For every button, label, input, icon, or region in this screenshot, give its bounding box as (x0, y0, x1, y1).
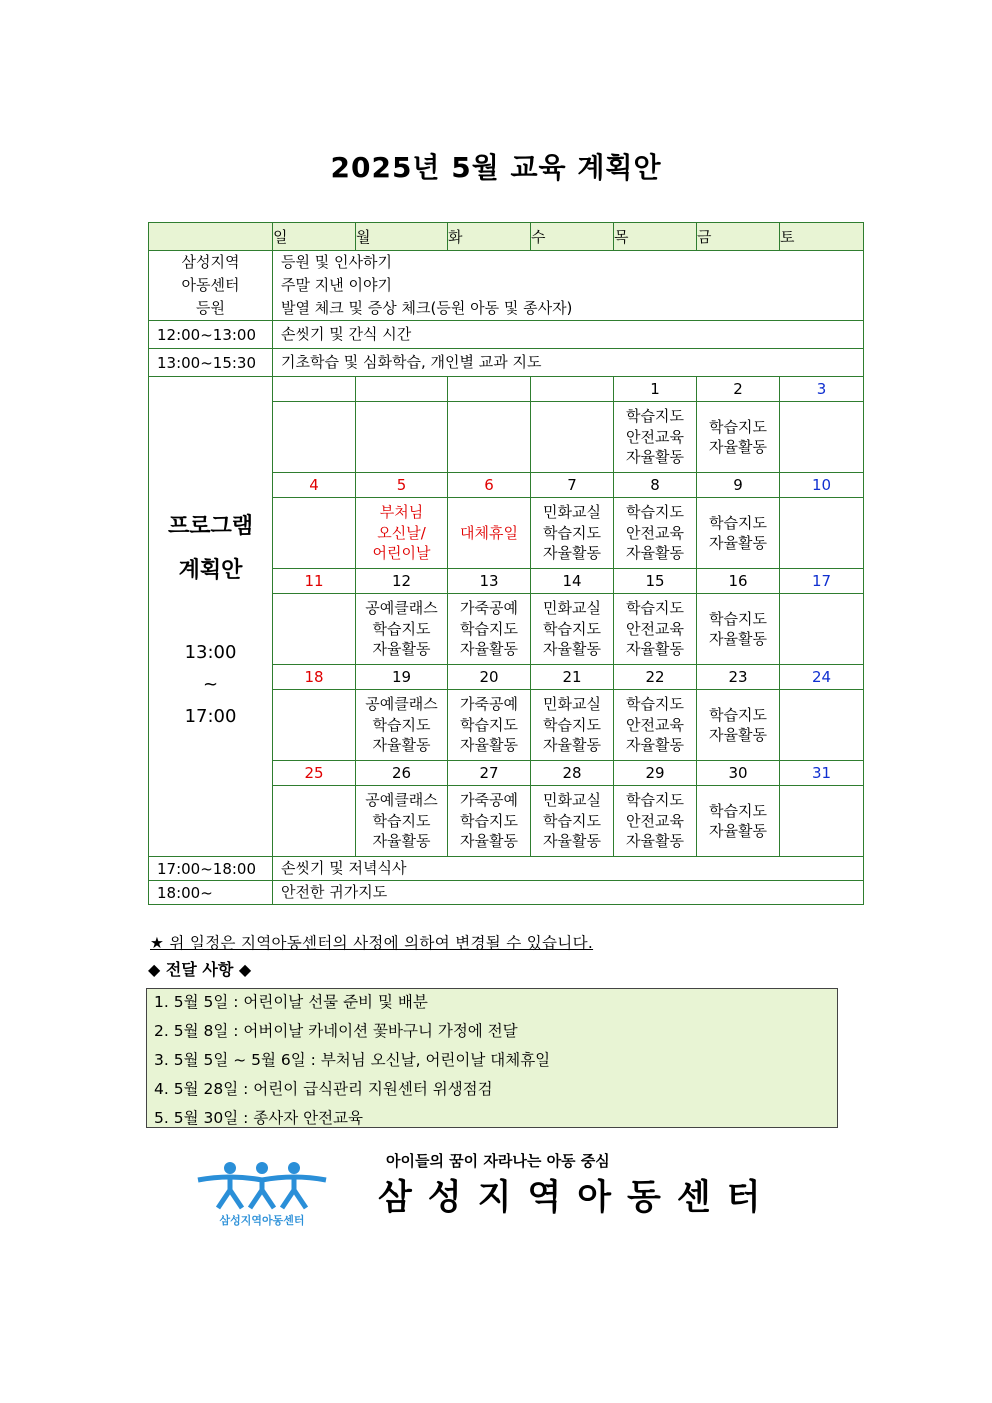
date-cell: 13 (448, 569, 531, 594)
activity-cell (531, 690, 614, 761)
schedule-time: 17:00~18:00 (149, 857, 273, 881)
weekday-header-row (149, 223, 864, 251)
date-cell: 17 (780, 569, 864, 594)
date-cell (448, 377, 531, 402)
schedule-activity: 손씻기 및 간식 시간 (273, 321, 864, 349)
activity-line: 자율활동 (709, 630, 767, 648)
date-cell: 9 (697, 473, 780, 498)
activity-cell (448, 594, 531, 665)
program-label (149, 377, 273, 857)
arrival-row (149, 251, 864, 321)
activity-cell (531, 498, 614, 569)
activity-line: 학습지도 (460, 715, 518, 734)
activity-line: 오신날/ (377, 523, 426, 542)
activity-cell (531, 786, 614, 857)
date-cell: 12 (356, 569, 448, 594)
activity-line: 학습지도 (709, 801, 767, 820)
date-cell: 3 (780, 377, 864, 402)
activity-line: 안전교육 (626, 811, 684, 830)
page-title: 2025년 5월 교육 계획안 (330, 151, 662, 184)
date-cell (531, 377, 614, 402)
activity-line: 학습지도 (709, 705, 767, 724)
activity-line: 자율활동 (626, 544, 684, 563)
activity-cell (273, 690, 356, 761)
schedule-change-note: ★ 위 일정은 지역아동센터의 사정에 의하여 변경될 수 있습니다. (150, 934, 594, 952)
date-cell: 15 (614, 569, 697, 594)
activity-line: 자율활동 (372, 640, 431, 659)
activity-cell (448, 690, 531, 761)
activity-cell (448, 786, 531, 857)
date-cell: 1 (614, 377, 697, 402)
weekday-thu: 목 (614, 223, 697, 251)
program-time-sep: ~ (202, 674, 219, 695)
activity-line: 민화교실 (543, 791, 601, 810)
activity-cell (531, 402, 614, 473)
activity-line: 안전교육 (626, 715, 684, 734)
date-cell: 21 (531, 665, 614, 690)
activity-line: 안전교육 (626, 523, 684, 542)
activity-line: 자율활동 (626, 736, 684, 755)
program-label-line2: 계획안 (178, 558, 243, 583)
weekday-mon: 월 (356, 223, 448, 251)
date-cell: 2 (697, 377, 780, 402)
activity-line: 학습지도 (543, 811, 601, 830)
schedule-table (148, 222, 864, 905)
notice-item: 2. 5월 8일 : 어버이날 카네이션 꽃바구니 가정에 전달 (154, 1022, 518, 1040)
activity-cell (356, 402, 448, 473)
arrival-activities (273, 251, 864, 321)
arrival-line: 등원 및 인사하기 (281, 253, 392, 271)
date-cell: 8 (614, 473, 697, 498)
activity-cell (614, 402, 697, 473)
activity-line: 자율활동 (709, 438, 767, 456)
center-name: 삼성지역아동센터 (378, 1178, 777, 1218)
activity-line: 학습지도 (543, 619, 601, 638)
activity-cell (356, 786, 448, 857)
activity-line: 학습지도 (709, 609, 767, 628)
activity-line: 자율활동 (543, 544, 601, 563)
activity-line: 학습지도 (543, 523, 601, 542)
activity-line: 공예클래스 (365, 599, 438, 618)
activity-line: 자율활동 (543, 736, 601, 755)
activity-line: 자율활동 (543, 832, 601, 851)
activity-line: 자율활동 (460, 736, 518, 755)
program-time-start: 13:00 (184, 642, 237, 663)
activity-line: 학습지도 (372, 715, 431, 734)
activity-cell (780, 690, 864, 761)
schedule-row (149, 349, 864, 377)
date-cell: 18 (273, 665, 356, 690)
date-cell: 5 (356, 473, 448, 498)
date-cell: 29 (614, 761, 697, 786)
activity-cell (273, 786, 356, 857)
header-corner (149, 223, 273, 251)
activity-cell (448, 498, 531, 569)
activity-line: 자율활동 (372, 832, 431, 851)
schedule-time: 12:00~13:00 (149, 321, 273, 349)
children-logo-icon (190, 1158, 335, 1228)
activity-line: 학습지도 (709, 513, 767, 532)
date-cell: 28 (531, 761, 614, 786)
arrival-line: 주말 지낸 이야기 (281, 276, 392, 294)
schedule-time: 18:00~ (149, 881, 273, 905)
date-cell: 30 (697, 761, 780, 786)
activity-line: 공예클래스 (365, 695, 438, 714)
notice-title: ◆ 전달 사항 ◆ (148, 960, 252, 979)
date-cell: 26 (356, 761, 448, 786)
date-cell: 19 (356, 665, 448, 690)
schedule-time: 13:00~15:30 (149, 349, 273, 377)
activity-line: 가죽공예 (460, 695, 518, 714)
activity-line: 자율활동 (709, 726, 767, 744)
activity-line: 안전교육 (626, 427, 684, 446)
activity-line: 어린이날 (372, 544, 431, 563)
notice-box (146, 988, 838, 1128)
schedule-row (149, 857, 864, 881)
activity-cell (780, 498, 864, 569)
activity-line: 민화교실 (543, 695, 601, 714)
activity-cell (697, 594, 780, 665)
date-cell: 6 (448, 473, 531, 498)
activity-line: 자율활동 (709, 822, 767, 840)
activity-line: 자율활동 (626, 448, 684, 467)
activity-cell (614, 498, 697, 569)
activity-cell (273, 402, 356, 473)
arrival-line: 발열 체크 및 증상 체크(등원 아동 및 종사자) (281, 299, 573, 317)
activity-line: 자율활동 (709, 534, 767, 552)
date-cell (273, 377, 356, 402)
activity-line: 학습지도 (626, 599, 684, 618)
arrival-label (149, 251, 273, 321)
date-cell: 23 (697, 665, 780, 690)
activity-line: 자율활동 (626, 832, 684, 851)
activity-cell (531, 594, 614, 665)
date-cell: 31 (780, 761, 864, 786)
activity-cell (356, 498, 448, 569)
notice-item: 1. 5월 5일 : 어린이날 선물 준비 및 배분 (154, 993, 428, 1011)
activity-cell (448, 402, 531, 473)
weekday-sun: 일 (273, 223, 356, 251)
activity-line: 학습지도 (372, 619, 431, 638)
notice-item: 4. 5월 28일 : 어린이 급식관리 지원센터 위생점검 (154, 1080, 493, 1098)
arrival-label-line: 등원 (196, 299, 225, 317)
date-cell: 11 (273, 569, 356, 594)
date-cell: 7 (531, 473, 614, 498)
activity-line: 공예클래스 (365, 791, 438, 810)
date-cell: 14 (531, 569, 614, 594)
date-cell: 4 (273, 473, 356, 498)
date-cell: 16 (697, 569, 780, 594)
weekday-sat: 토 (780, 223, 864, 251)
date-cell: 24 (780, 665, 864, 690)
weekday-wed: 수 (531, 223, 614, 251)
activity-line: 학습지도 (626, 407, 684, 426)
activity-cell (356, 594, 448, 665)
activity-line: 안전교육 (626, 619, 684, 638)
activity-line: 민화교실 (543, 503, 601, 522)
activity-cell (780, 402, 864, 473)
program-time-end: 17:00 (184, 706, 237, 727)
activity-line: 부처님 (379, 503, 424, 522)
activity-line: 자율활동 (460, 640, 518, 659)
activity-line: 학습지도 (543, 715, 601, 734)
arrival-label-line: 아동센터 (181, 276, 240, 294)
activity-cell (780, 594, 864, 665)
activity-cell (697, 498, 780, 569)
weekday-fri: 금 (697, 223, 780, 251)
schedule-activity: 안전한 귀가지도 (273, 881, 864, 905)
activity-line: 대체휴일 (460, 523, 518, 542)
program-label-line1: 프로그램 (167, 514, 253, 539)
notice-item: 5. 5월 30일 : 종사자 안전교육 (154, 1109, 363, 1127)
week-dates-row (149, 377, 864, 402)
activity-line: 학습지도 (709, 417, 767, 436)
activity-line: 학습지도 (626, 791, 684, 810)
activity-cell (697, 402, 780, 473)
activity-cell (614, 690, 697, 761)
activity-line: 학습지도 (372, 811, 431, 830)
activity-line: 학습지도 (460, 619, 518, 638)
activity-line: 자율활동 (626, 640, 684, 659)
date-cell: 27 (448, 761, 531, 786)
activity-line: 자율활동 (543, 640, 601, 659)
activity-cell (614, 594, 697, 665)
activity-line: 학습지도 (626, 695, 684, 714)
activity-cell (273, 594, 356, 665)
activity-cell (273, 498, 356, 569)
date-cell: 20 (448, 665, 531, 690)
activity-line: 자율활동 (460, 832, 518, 851)
date-cell: 10 (780, 473, 864, 498)
activity-line: 학습지도 (460, 811, 518, 830)
logo-text: 삼성지역아동센터 (219, 1214, 305, 1227)
activity-line: 가죽공예 (460, 791, 518, 810)
activity-cell (356, 690, 448, 761)
schedule-activity: 손씻기 및 저녁식사 (273, 857, 864, 881)
arrival-label-line: 삼성지역 (181, 253, 240, 271)
weekday-tue: 화 (448, 223, 531, 251)
date-cell (356, 377, 448, 402)
date-cell: 22 (614, 665, 697, 690)
activity-cell (614, 786, 697, 857)
date-cell: 25 (273, 761, 356, 786)
schedule-row (149, 881, 864, 905)
activity-line: 민화교실 (543, 599, 601, 618)
activity-line: 가죽공예 (460, 599, 518, 618)
activity-cell (697, 690, 780, 761)
footer-slogan: 아이들의 꿈이 자라나는 아동 중심 (386, 1152, 610, 1170)
schedule-row (149, 321, 864, 349)
schedule-activity: 기초학습 및 심화학습, 개인별 교과 지도 (273, 349, 864, 377)
activity-line: 학습지도 (626, 503, 684, 522)
activity-cell (780, 786, 864, 857)
notice-item: 3. 5월 5일 ~ 5월 6일 : 부처님 오신날, 어린이날 대체휴일 (154, 1051, 551, 1069)
activity-cell (697, 786, 780, 857)
activity-line: 자율활동 (372, 736, 431, 755)
